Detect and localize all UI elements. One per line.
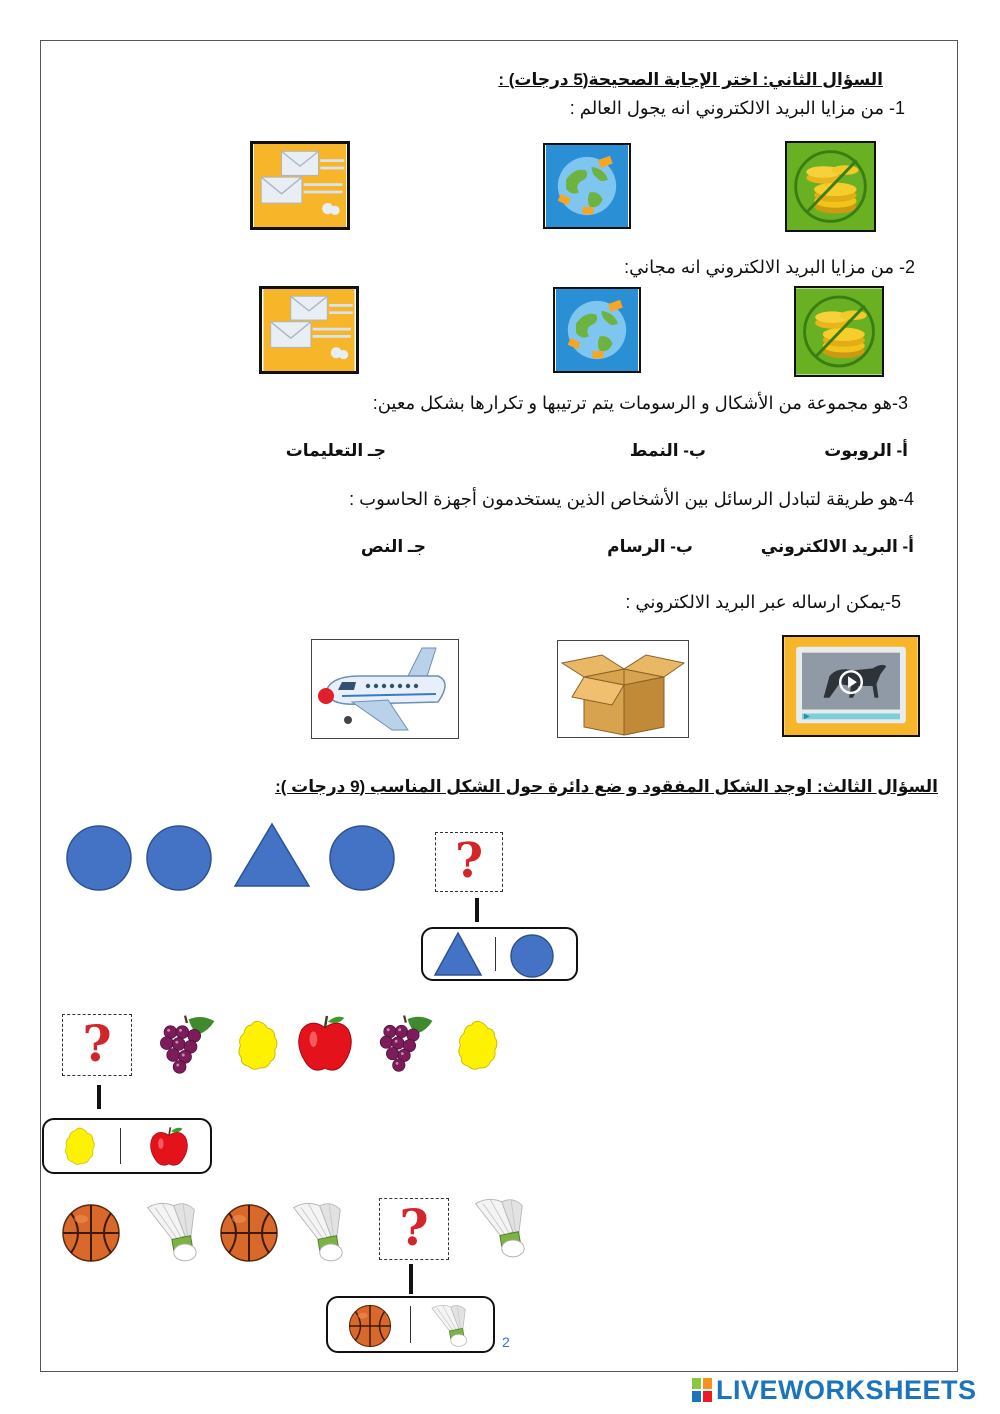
shuttlecock-icon [142,1196,198,1266]
row2-seq-grapes-2 [373,1012,437,1074]
q5-text: 5-يمكن ارساله عبر البريد الالكتروني : [625,592,901,612]
page-number: 2 [502,1334,510,1350]
q5-box-option[interactable] [557,640,689,738]
grapes-icon [373,1012,437,1074]
section2-title: السؤال الثاني: اختر الإجابة الصحيحة(5 درجات) : [498,70,883,89]
row2-choice-apple[interactable] [148,1126,190,1168]
apple-icon [296,1014,354,1074]
row1-choice-circle[interactable] [509,933,555,979]
row3-seq-shuttlecock-2 [288,1196,344,1266]
row1-seq-triangle [233,822,311,888]
cardboard-box-icon [558,641,688,737]
lemon-icon [456,1016,500,1074]
question-mark-icon: ? [454,833,484,889]
liveworksheets-logo-icon [692,1378,712,1402]
row3-missing-box[interactable] [379,1198,449,1260]
q5-video-option[interactable] [782,635,920,737]
q1-coins-option[interactable] [785,141,876,232]
row1-choices [421,927,578,981]
liveworksheets-brand[interactable] [692,1375,977,1405]
row3-choices [326,1296,495,1353]
row3-seq-shuttlecock-3 [470,1192,526,1262]
coins-crossed-icon [787,143,874,230]
q3-option-b[interactable]: ب- النمط [629,441,706,460]
q3-text: 3-هو مجموعة من الأشكال و الرسومات يتم ترتيبها و تكرارها بشكل معين: [372,393,908,413]
section3-title: السؤال الثالث: اوجد الشكل المفقود و ضع دائرة حول الشكل المناسب (9 درجات ): [275,777,938,796]
row1-choice-triangle[interactable] [433,931,483,977]
q2-globe-option[interactable] [553,287,641,373]
coins-crossed-icon [796,288,882,375]
row1-seq-circle-1 [65,824,133,892]
q4-text: 4-هو طريقة لتبادل الرسائل بين الأشخاص الذين يستخدمون أجهزة الحاسوب : [349,489,914,509]
row2-seq-apple [296,1014,354,1074]
row2-choices [42,1118,212,1174]
lemon-icon [236,1016,280,1074]
question-mark-icon: ? [82,1014,112,1073]
q3-option-c[interactable]: جـ التعليمات [285,441,386,460]
video-horse-icon [784,637,918,735]
row1-seq-circle-3 [328,824,396,892]
envelopes-icon [253,144,347,227]
q2-envelopes-option[interactable] [259,286,359,374]
lemon-icon [60,1126,100,1166]
row3-choice-basketball[interactable] [348,1304,392,1348]
row2-connector [97,1085,101,1109]
apple-icon [148,1126,190,1168]
row1-connector [475,898,479,922]
q1-text: 1- من مزايا البريد الالكتروني انه يجول العالم : [569,98,905,118]
grapes-icon [154,1012,218,1076]
row3-connector [409,1264,413,1294]
row2-seq-grapes-1 [154,1012,218,1076]
q2-text: 2- من مزايا البريد الالكتروني انه مجاني: [624,257,915,277]
q1-envelopes-option[interactable] [250,141,350,230]
q4-option-a[interactable]: أ- البريد الالكتروني [760,537,914,556]
globe-mail-icon [545,145,629,227]
brand-text: LIVEWORKSHEETS [716,1374,977,1405]
row3-seq-basketball-1 [61,1203,121,1263]
q1-globe-option[interactable] [543,143,631,229]
row2-seq-lemon-1 [236,1016,280,1074]
shuttlecock-icon [470,1192,526,1262]
basketball-icon [219,1203,279,1263]
basketball-icon [348,1304,392,1348]
row2-seq-lemon-2 [456,1016,500,1074]
q5-airplane-option[interactable] [311,639,459,739]
row3-seq-shuttlecock-1 [142,1196,198,1266]
shuttlecock-icon [428,1301,468,1349]
row1-missing-box[interactable] [435,832,503,892]
row3-seq-basketball-2 [219,1203,279,1263]
row2-missing-box[interactable] [62,1014,132,1076]
airplane-icon [312,640,458,738]
shuttlecock-icon [288,1196,344,1266]
q2-coins-option[interactable] [794,286,884,377]
globe-mail-icon [555,289,639,371]
q4-option-b[interactable]: ب- الرسام [607,537,693,556]
q3-option-a[interactable]: أ- الروبوت [824,441,908,460]
basketball-icon [61,1203,121,1263]
row3-choice-shuttlecock[interactable] [428,1301,468,1349]
question-mark-icon: ? [399,1198,429,1257]
q4-option-c[interactable]: جـ النص [360,537,426,556]
row1-seq-circle-2 [145,824,213,892]
envelopes-icon [262,289,356,371]
row2-choice-lemon[interactable] [60,1126,100,1166]
